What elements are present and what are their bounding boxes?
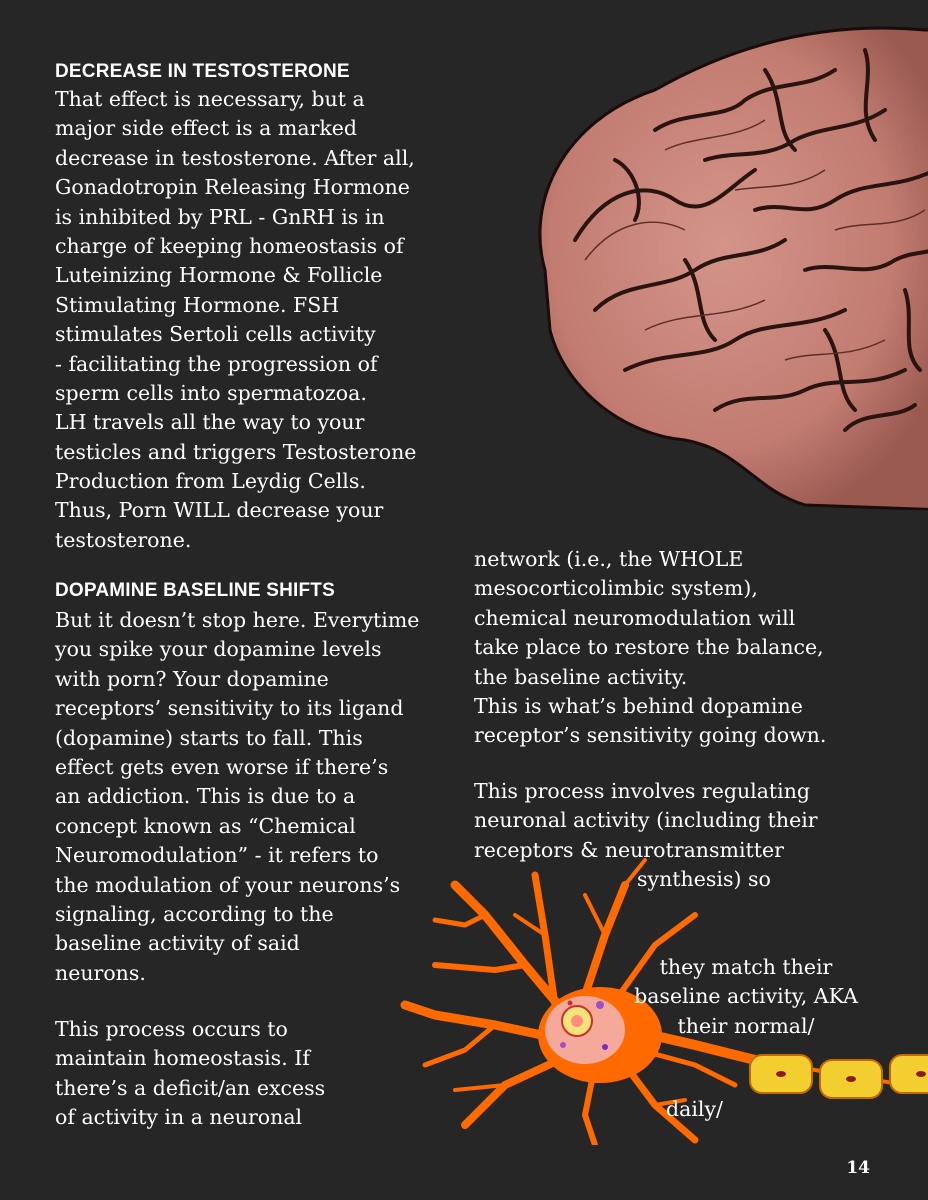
page-number: 14 <box>846 1158 870 1178</box>
text-line: testicles and triggers Testosterone <box>55 439 417 464</box>
text-line: chemical neuromodulation will <box>474 605 796 630</box>
text-line: they match their <box>659 955 833 979</box>
text-line: neurons. <box>55 960 146 985</box>
text-line: Luteinizing Hormone & Follicle <box>55 263 383 288</box>
text-line: maintain homeostasis. If <box>55 1046 310 1071</box>
text-line: sperm cells into spermatozoa. <box>55 380 367 405</box>
text-line: Stimulating Hormone. FSH <box>55 292 340 317</box>
homeostasis-paragraph <box>55 1015 325 1133</box>
heading-decrease-testosterone: DECREASE IN TESTOSTERONE <box>55 61 350 82</box>
heading-dopamine-baseline-shifts: DOPAMINE BASELINE SHIFTS <box>55 580 335 601</box>
text-line: network (i.e., the WHOLE <box>474 547 744 571</box>
text-line: testosterone. <box>55 527 192 552</box>
text-line: stimulates Sertoli cells activity <box>55 322 376 347</box>
text-line: (dopamine) starts to fall. This <box>55 725 363 750</box>
text-line: receptor’s sensitivity going down. <box>474 723 827 748</box>
text-line: This process involves regulating <box>474 779 811 803</box>
text-line: mesocorticolimbic system), <box>474 576 758 601</box>
brain-illustration <box>505 10 928 510</box>
text-line: receptors’ sensitivity to its ligand <box>55 696 404 721</box>
text-line: This is what’s behind dopamine <box>474 693 803 718</box>
text-line: Neuromodulation” - it refers to <box>55 843 379 868</box>
text-line: Thus, Porn WILL decrease your <box>55 498 384 523</box>
text-line: Production from Leydig Cells. <box>55 469 366 494</box>
text-line: This process occurs to <box>55 1017 288 1041</box>
text-line: decrease in testosterone. After all, <box>55 145 415 170</box>
text-line: signaling, according to the <box>55 901 334 926</box>
testosterone-paragraph <box>55 85 416 555</box>
text-line: That effect is necessary, but a <box>55 87 365 111</box>
text-line: an addiction. This is due to a <box>55 784 356 809</box>
text-line: baseline activity of said <box>55 931 300 956</box>
text-line: neuronal activity (including their <box>474 808 818 833</box>
text-line: But it doesn’t stop here. Everytime <box>55 608 420 632</box>
text-line: concept known as “Chemical <box>55 813 356 838</box>
text-line: LH travels all the way to your <box>55 410 365 435</box>
text-line: you spike your dopamine levels <box>55 637 382 662</box>
text-line: effect gets even worse if there’s <box>55 754 389 779</box>
text-line: Gonadotropin Releasing Hormone <box>55 175 410 200</box>
text-line: receptors & neurotransmitter <box>474 837 784 862</box>
baseline-match-lines <box>621 953 871 1041</box>
text-line: their normal/ <box>677 1013 815 1038</box>
regulating-paragraph <box>474 777 818 865</box>
text-line: the modulation of your neurons’s <box>55 872 401 897</box>
text-line: baseline activity, AKA <box>634 984 858 1009</box>
text-line: of activity in a neuronal <box>55 1105 303 1130</box>
daily-line: daily/ <box>666 1097 723 1121</box>
synthesis-line: synthesis) so <box>637 867 771 891</box>
text-line: with porn? Your dopamine <box>55 666 329 691</box>
text-line: is inhibited by PRL - GnRH is in <box>55 204 385 229</box>
text-line: charge of keeping homeostasis of <box>55 233 404 258</box>
dopamine-paragraph <box>55 606 419 988</box>
network-paragraph <box>474 545 826 751</box>
text-line: there’s a deficit/an excess <box>55 1075 326 1100</box>
text-line: major side effect is a marked <box>55 116 358 141</box>
text-line: the baseline activity. <box>474 664 688 689</box>
text-line: take place to restore the balance, <box>474 635 824 660</box>
text-line: - facilitating the progression of <box>55 351 378 376</box>
